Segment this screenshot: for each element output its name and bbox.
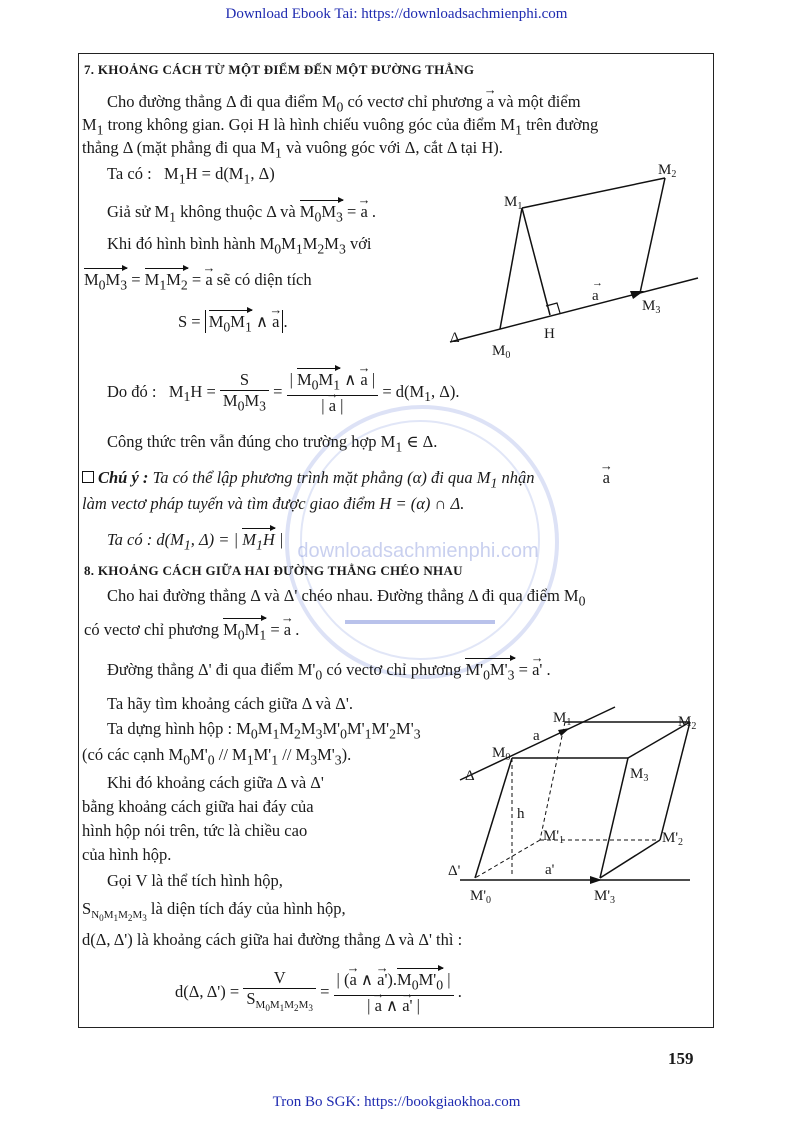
label-m1: $M_1$ — [553, 710, 572, 728]
edge-m1-m1p-hidden — [540, 722, 565, 840]
edge-m2p-m3p — [600, 840, 660, 878]
s8-paragraph-line6: (có các cạnh $M_0M'_0 // M_1M'_1 // M_3M'_3$). — [82, 745, 352, 768]
watermark-text: downloadsachmienphi.com — [297, 540, 539, 562]
figure-parallelogram — [440, 150, 710, 360]
s8-paragraph-line11: Gọi V là thể tích hình hộp, — [107, 871, 283, 890]
s8-paragraph-line10: của hình hộp. — [82, 845, 172, 864]
figure-parallelepiped — [440, 700, 712, 910]
label-m0p: $M'_0$ — [470, 888, 492, 906]
s7-note-line1: Chú ý : Ta có thể lập phương trình mặt phẳng (α) đi qua $M_1$ nhận → a — [82, 468, 610, 493]
label-m1: $M_1$ — [504, 194, 523, 212]
s7-note-formula: Ta có : $d(M_1$, Δ) = | $M_1H$ | — [107, 530, 284, 553]
s8-paragraph-line12: $S_{N_0M_1M_2M_3}$ là diện tích đáy của hình hộp, — [82, 899, 346, 924]
label-m0: $M_0$ — [492, 343, 511, 360]
segment-m1h — [522, 208, 550, 315]
label-m2p: $M'_2$ — [662, 830, 684, 848]
s7-paragraph-line1: Cho đường thẳng Δ đi qua điểm $M_0$ có vectơ chỉ phương → a và một điểm — [107, 92, 581, 117]
s7-parallelogram-line: Khi đó hình bình hành $M_0M_1M_2M_3$ với — [107, 234, 372, 257]
edge-m2-m2p — [660, 722, 690, 840]
page-number: 159 — [668, 1049, 694, 1068]
s8-paragraph-line1: Cho hai đường thẳng Δ và Δ' chéo nhau. Đường thẳng Δ đi qua điểm $M_0$ — [107, 586, 586, 609]
label-h: h — [517, 806, 525, 822]
label-m3p: $M'_3$ — [594, 888, 616, 906]
label-delta: Δ — [450, 330, 460, 346]
s7-paragraph-line3: thẳng Δ (mặt phẳng đi qua $M_1$ và vuông góc với Δ, cắt Δ tại H). — [82, 138, 503, 161]
vector-a-arrow — [558, 728, 570, 736]
label-m0: $M_0$ — [492, 745, 511, 763]
label-m2: $M_2$ — [658, 162, 677, 180]
s8-paragraph-line4: Ta hãy tìm khoảng cách giữa Δ và Δ'. — [107, 694, 353, 713]
section-8-title: 8. KHOẢNG CÁCH GIỮA HAI ĐƯỜNG THẲNG CHÉO NHAU — [84, 563, 463, 578]
watermark-bar — [345, 620, 495, 624]
header-link[interactable]: Download Ebook Tai: https://downloadsachmienphi.com — [225, 6, 568, 22]
segment-m1m2 — [522, 178, 665, 208]
label-a: a — [592, 288, 599, 304]
label-delta: Δ — [465, 768, 475, 784]
s7-paragraph-line2: $M_1$ trong không gian. Gọi H là hình chiếu vuông góc của điểm $M_1$ trên đường — [82, 115, 599, 138]
note-checkbox-icon — [82, 471, 94, 483]
segment-m2m3 — [640, 178, 665, 293]
label-a-prime: a' — [545, 862, 555, 878]
edge-m3-m3p — [600, 758, 628, 878]
label-a: a — [533, 728, 540, 744]
s7-assume-line: Giả sử $M_1$ không thuộc Δ và $M_0M_3$ = → a . — [107, 202, 376, 227]
s7-equation-m1h: Ta có : $M_1H = d(M_1$, Δ) — [107, 164, 275, 187]
segment-m0m1 — [500, 208, 522, 329]
line-delta — [450, 278, 698, 342]
s7-area-formula: $S = M_0M_1$ ∧ → a . — [178, 312, 288, 337]
s8-paragraph-line8: bằng khoảng cách giữa hai đáy của — [82, 797, 314, 816]
s8-paragraph-line13: d(Δ, Δ') là khoảng cách giữa hai đường thẳng Δ và Δ' thì : — [82, 930, 463, 949]
label-a-arrow: → — [592, 277, 603, 289]
label-delta-prime: Δ' — [448, 863, 461, 879]
s8-paragraph-line7: Khi đó khoảng cách giữa Δ và Δ' — [107, 773, 324, 792]
s8-distance-formula: d(Δ, Δ') = $\frac{V}{S_{M_0M_1M_2M_3}}$ = $\frac{| (\to a \wedge \to a').M_0M'_0 |}{| \to a \wedge \to a' |}$ . — [175, 968, 462, 1018]
s8-paragraph-line3: Đường thẳng Δ' đi qua điểm $M'_0$ có vectơ chỉ phương $M'_0M'_3$ = → a' . — [107, 660, 551, 685]
s8-paragraph-line2: có vectơ chỉ phương $M_0M_1$ = → a . — [84, 620, 299, 645]
edge-m0-m0p — [475, 758, 512, 878]
s7-note-line2: làm vectơ pháp tuyến và tìm được giao điểm H = (α) ∩ Δ. — [82, 494, 465, 513]
label-m3: $M_3$ — [630, 766, 649, 784]
s8-paragraph-line9: hình hộp nói trên, tức là chiều cao — [82, 821, 308, 840]
s7-vector-equality: $M_0M_3 = M_1M_2$ = → a sẽ có diện tích — [84, 270, 312, 295]
s8-paragraph-line5: Ta dựng hình hộp : $M_0M_1M_2M_3M'_0M'_1M'_2M'_3$ — [107, 719, 421, 742]
s7-formula-holds: Công thức trên vẫn đúng cho trường hợp $M_1$ ∈ Δ. — [107, 432, 438, 455]
label-m2: $M_2$ — [678, 714, 697, 732]
label-m1p: $M'_1$ — [543, 828, 565, 846]
label-h: H — [544, 326, 555, 342]
s7-distance-formula: Do đó : $M_1H$ = $\frac{S}{M_0M_3}$ = $\frac{| M_0M_1 \wedge \to a |}{| \to a |}$ = $d(M_1$, Δ). — [107, 370, 460, 416]
footer-link[interactable]: Tron Bo SGK: https://bookgiaokhoa.com — [272, 1094, 521, 1110]
section-7-title: 7. KHOẢNG CÁCH TỪ MỘT ĐIỂM ĐẾN MỘT ĐƯỜNG THẲNG — [84, 62, 475, 77]
label-m3: $M_3$ — [642, 298, 661, 316]
